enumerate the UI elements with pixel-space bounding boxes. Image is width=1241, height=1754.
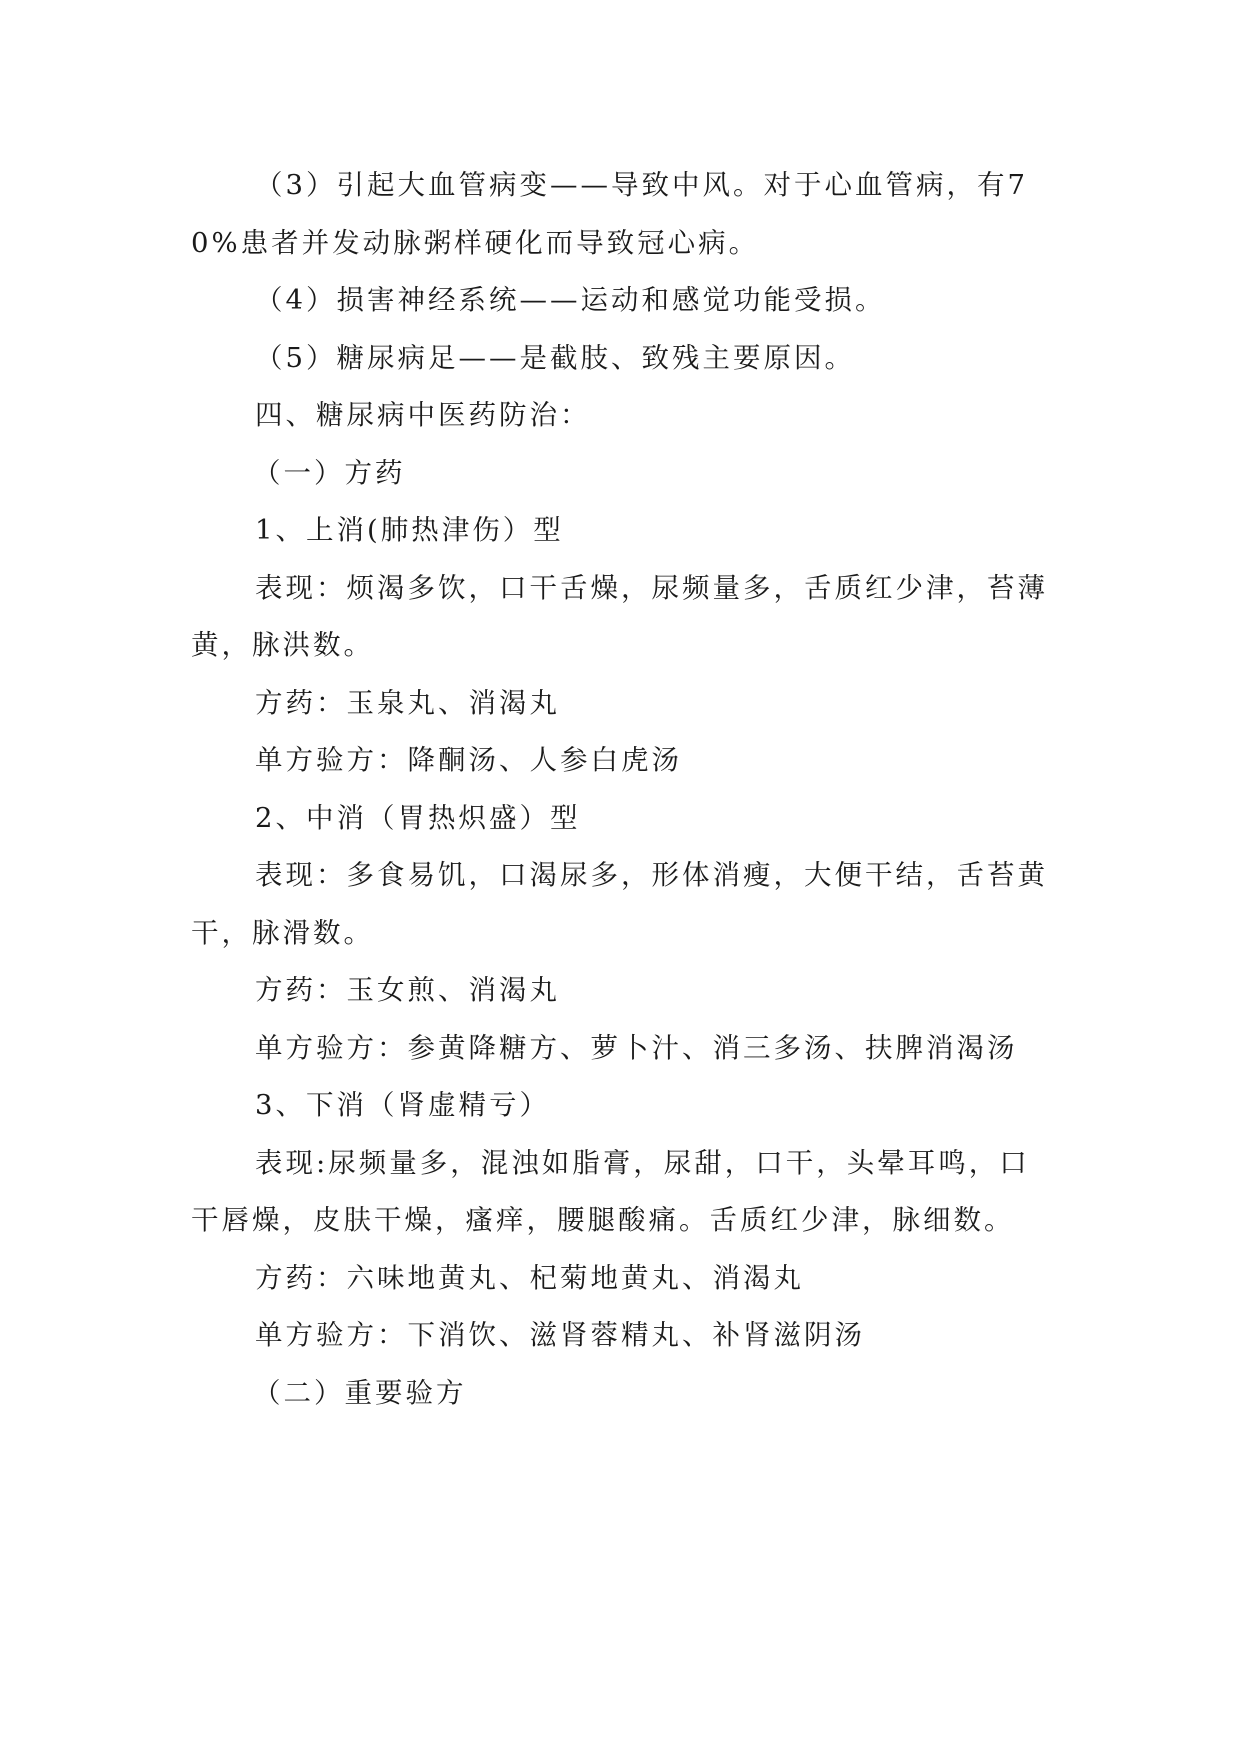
symptoms-lower: 表现:尿频量多，混浊如脂膏，尿甜，口干，头晕耳鸣，口干唇燥，皮肤干燥，瘙痒，腰腿酸痛。舌质红少津，脉细数。	[191, 1146, 1030, 1236]
paragraph-complication-5: （5）糖尿病足——是截肢、致残主要原因。	[255, 341, 855, 374]
folk-remedy-middle: 单方验方：参黄降糖方、萝卜汁、消三多汤、扶脾消渴汤	[255, 1031, 1018, 1064]
type-heading-middle: 2、中消（胃热炽盛）型	[255, 801, 581, 834]
type-heading-lower: 3、下消（肾虚精亏）	[255, 1089, 550, 1121]
paragraph-complication-3: （3）引起大血管病变——导致中风。对于心血管病，有70%患者并发动脉粥样硬化而导致冠心病。	[191, 169, 1028, 259]
prescription-upper: 方药：玉泉丸、消渴丸	[255, 686, 560, 719]
type-heading-upper: 1、上消(肺热津伤）型	[255, 514, 564, 546]
subsection-heading-1: （一）方药	[253, 456, 406, 489]
folk-remedy-upper: 单方验方：降酮汤、人参白虎汤	[255, 744, 682, 776]
paragraph-complication-4: （4）损害神经系统——运动和感觉功能受损。	[255, 284, 886, 316]
symptoms-upper: 表现：烦渴多饮，口干舌燥，尿频量多，舌质红少津，苔薄黄，脉洪数。	[191, 571, 1048, 661]
subsection-heading-2: （二）重要验方	[253, 1376, 467, 1409]
document-body	[191, 157, 1051, 1422]
folk-remedy-lower: 单方验方：下消饮、滋肾蓉精丸、补肾滋阴汤	[255, 1319, 865, 1351]
prescription-lower: 方药：六味地黄丸、杞菊地黄丸、消渴丸	[255, 1261, 804, 1294]
prescription-middle: 方药：玉女煎、消渴丸	[255, 974, 560, 1006]
symptoms-middle: 表现：多食易饥，口渴尿多，形体消瘦，大便干结，舌苔黄干，脉滑数。	[191, 859, 1048, 949]
section-heading-4: 四、糖尿病中医药防治：	[255, 399, 591, 431]
